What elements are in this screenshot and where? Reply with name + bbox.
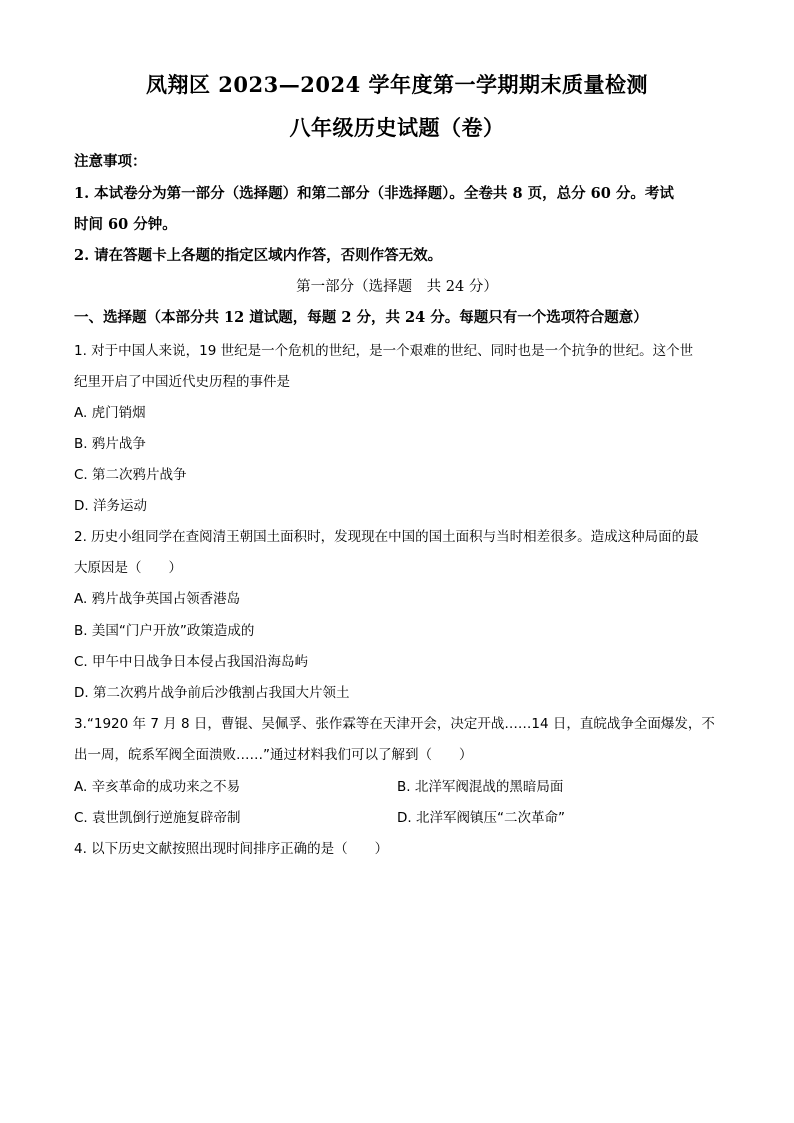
question-2-option-a: A. 鸦片战争英国占领香港岛: [74, 591, 241, 607]
question-3-stem-cont: 出一周，皖系军阀全面溃败……”通过材料我们可以了解到（ ）: [74, 747, 473, 763]
question-3-option-a: A. 辛亥革命的成功来之不易: [74, 779, 241, 795]
notice-item-2: 2. 请在答题卡上各题的指定区域内作答，否则作答无效。: [74, 247, 443, 264]
question-3-option-b: B. 北洋军阀混战的黑暗局面: [397, 779, 564, 795]
question-3-stem: 3.“1920 年 7 月 8 日，曹锟、吴佩孚、张作霖等在天津开会，决定开战……14 日，直皖战争全面爆发，不: [74, 716, 715, 732]
notice-item-1-cont: 时间 60 分钟。: [74, 216, 177, 233]
question-1-option-b: B. 鸦片战争: [74, 436, 146, 452]
question-3-option-d: D. 北洋军阀镇压“二次革命”: [397, 810, 565, 826]
section-heading: 一、选择题（本部分共 12 道试题，每题 2 分，共 24 分。每题只有一个选项符合题意）: [74, 309, 648, 326]
question-1-option-c: C. 第二次鸦片战争: [74, 467, 187, 483]
part1-heading: 第一部分（选择题 共 24 分）: [296, 279, 498, 295]
question-2-stem: 2. 历史小组同学在查阅清王朝国土面积时，发现现在中国的国土面积与当时相差很多。造成这种局面的最: [74, 529, 699, 545]
question-2-stem-cont: 大原因是（ ）: [74, 560, 182, 576]
question-4-stem: 4. 以下历史文献按照出现时间排序正确的是（ ）: [74, 841, 389, 857]
question-1-option-a: A. 虎门销烟: [74, 405, 146, 421]
question-2-option-d: D. 第二次鸦片战争前后沙俄割占我国大片领土: [74, 685, 350, 701]
exam-subtitle: 八年级历史试题（卷）: [289, 115, 505, 140]
question-3-option-c: C. 袁世凯倒行逆施复辟帝制: [74, 810, 241, 826]
question-1-stem: 1. 对于中国人来说，19 世纪是一个危机的世纪，是一个艰难的世纪、同时也是一个抗争的世纪。这个世: [74, 343, 694, 359]
question-1-option-d: D. 洋务运动: [74, 498, 147, 514]
exam-title: 凤翔区 2023—2024 学年度第一学期期末质量检测: [145, 72, 648, 97]
notice-heading: 注意事项：: [74, 153, 147, 170]
question-2-option-c: C. 甲午中日战争日本侵占我国沿海岛屿: [74, 654, 309, 670]
notice-item-1: 1. 本试卷分为第一部分（选择题）和第二部分（非选择题）。全卷共 8 页，总分 60 分。考试: [74, 185, 674, 202]
question-2-option-b: B. 美国“门户开放”政策造成的: [74, 623, 255, 639]
question-1-stem-cont: 纪里开启了中国近代史历程的事件是: [74, 374, 290, 390]
